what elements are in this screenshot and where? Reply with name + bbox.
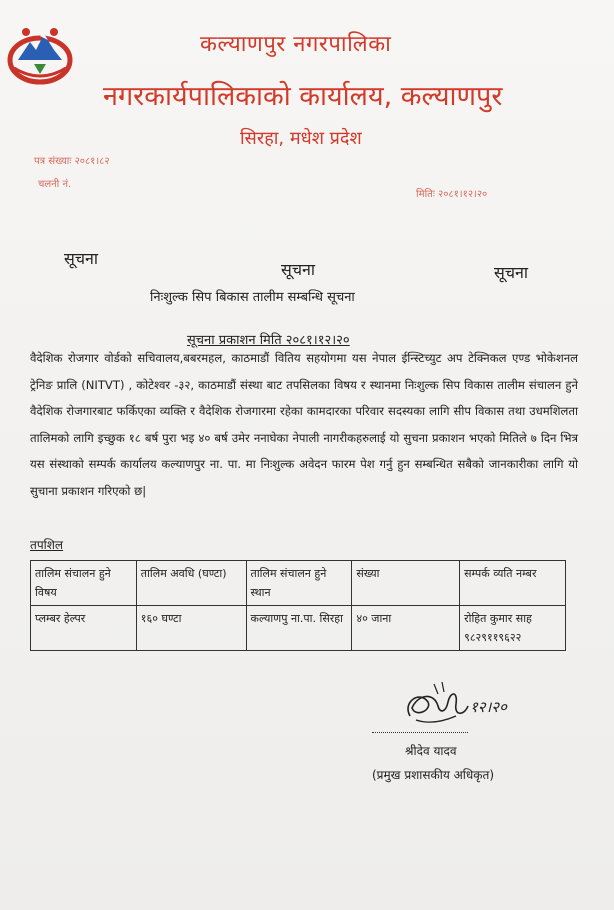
column-header: तालिम संचालन हुने विषय bbox=[31, 561, 137, 606]
table-cell: प्लम्बर हेल्पर bbox=[31, 606, 137, 651]
column-header: तालिम संचालन हुने स्थान bbox=[246, 561, 352, 606]
dispatch-number: चलनी नं. bbox=[38, 179, 72, 190]
notice-body: वैदेशिक रोजगार वोर्डको सचिवालय,बबरमहल, काठमाडौं वितिय सहयोगमा यस नेपाल ईन्स्टिच्युट अप टेक्निकल एण्ड भोकेशनल ट्रेनिङ प्रालि (NITVT) , कोटेश्वर -३२, काठमाडौं संस्था बाट तपसिलका विषय र स्थानमा निःशुल्क सिप विकास तालीम संचालन हुने वैदेशिक रोजगारबाट फर्किएका व्यक्ति र वैदेशिक रोजगारमा रहेका कामदारका परिवार सदस्यका लागि सीप विकास तथा उधमशिलता तालिमको लागि इच्छुक १८ बर्ष पुरा भइ ४० बर्ष उमेर ननाघेका नेपाली नागरीकहरुलाई यो सुचना प्रकाशन भएको मितिले ७ दिन भित्र यस संस्थाको सम्पर्क कार्यालय कल्याणपुर ना. पा. मा निःशुल्क अवेदन फारम पेश गर्नु हुन सम्बन्धित सबैको जानकारीका लागि यो सुचाना प्रकाशन गरिएको छ| bbox=[30, 351, 578, 498]
office-location: सिरहा, मधेश प्रदेश bbox=[240, 128, 362, 149]
letter-date: मितिः २०८१।१२।२० bbox=[416, 189, 488, 200]
municipality-name: कल्याणपुर नगरपालिका bbox=[200, 32, 392, 57]
nepal-government-emblem-icon bbox=[4, 20, 76, 86]
column-header: संख्या bbox=[352, 561, 460, 606]
notice-subject: निःशुल्क सिप बिकास तालीम सम्बन्धि सूचना bbox=[150, 290, 355, 305]
table-row bbox=[31, 606, 566, 651]
handwritten-signature bbox=[372, 672, 532, 732]
letter-number: पत्र संख्याः २०८१।८२ bbox=[34, 156, 110, 167]
publication-date: सूचना प्रकाशन मिति २०८१।१२।२० bbox=[187, 333, 350, 348]
column-header: सम्पर्क व्यति नम्बर bbox=[460, 561, 566, 606]
office-name: नगरकार्यपालिकाको कार्यालय, कल्याणपुर bbox=[103, 81, 503, 112]
signatory-name: श्रीदेव यादव bbox=[405, 744, 457, 758]
details-label: तपशिल bbox=[30, 538, 64, 552]
table-cell: १६० घण्टा bbox=[136, 606, 246, 651]
notice-heading-left: सूचना bbox=[64, 249, 99, 268]
notice-heading-center: सूचना bbox=[281, 260, 316, 279]
signature-date-text: १२।२० bbox=[470, 698, 507, 716]
training-details-table bbox=[30, 560, 566, 651]
notice-heading-right: सूचना bbox=[494, 263, 529, 282]
table-header-row bbox=[31, 561, 566, 606]
column-header: तालिम अवधि (घण्टा) bbox=[136, 561, 246, 606]
table-cell: ४० जाना bbox=[352, 606, 460, 651]
signature-line bbox=[372, 732, 468, 733]
table-cell: कल्याणपु ना.पा. सिरहा bbox=[246, 606, 352, 651]
signatory-title: (प्रमुख प्रशासकीय अधिकृत) bbox=[372, 768, 495, 782]
table-cell: रोहित कुमार साह ९८२९११९६२२ bbox=[460, 606, 566, 651]
